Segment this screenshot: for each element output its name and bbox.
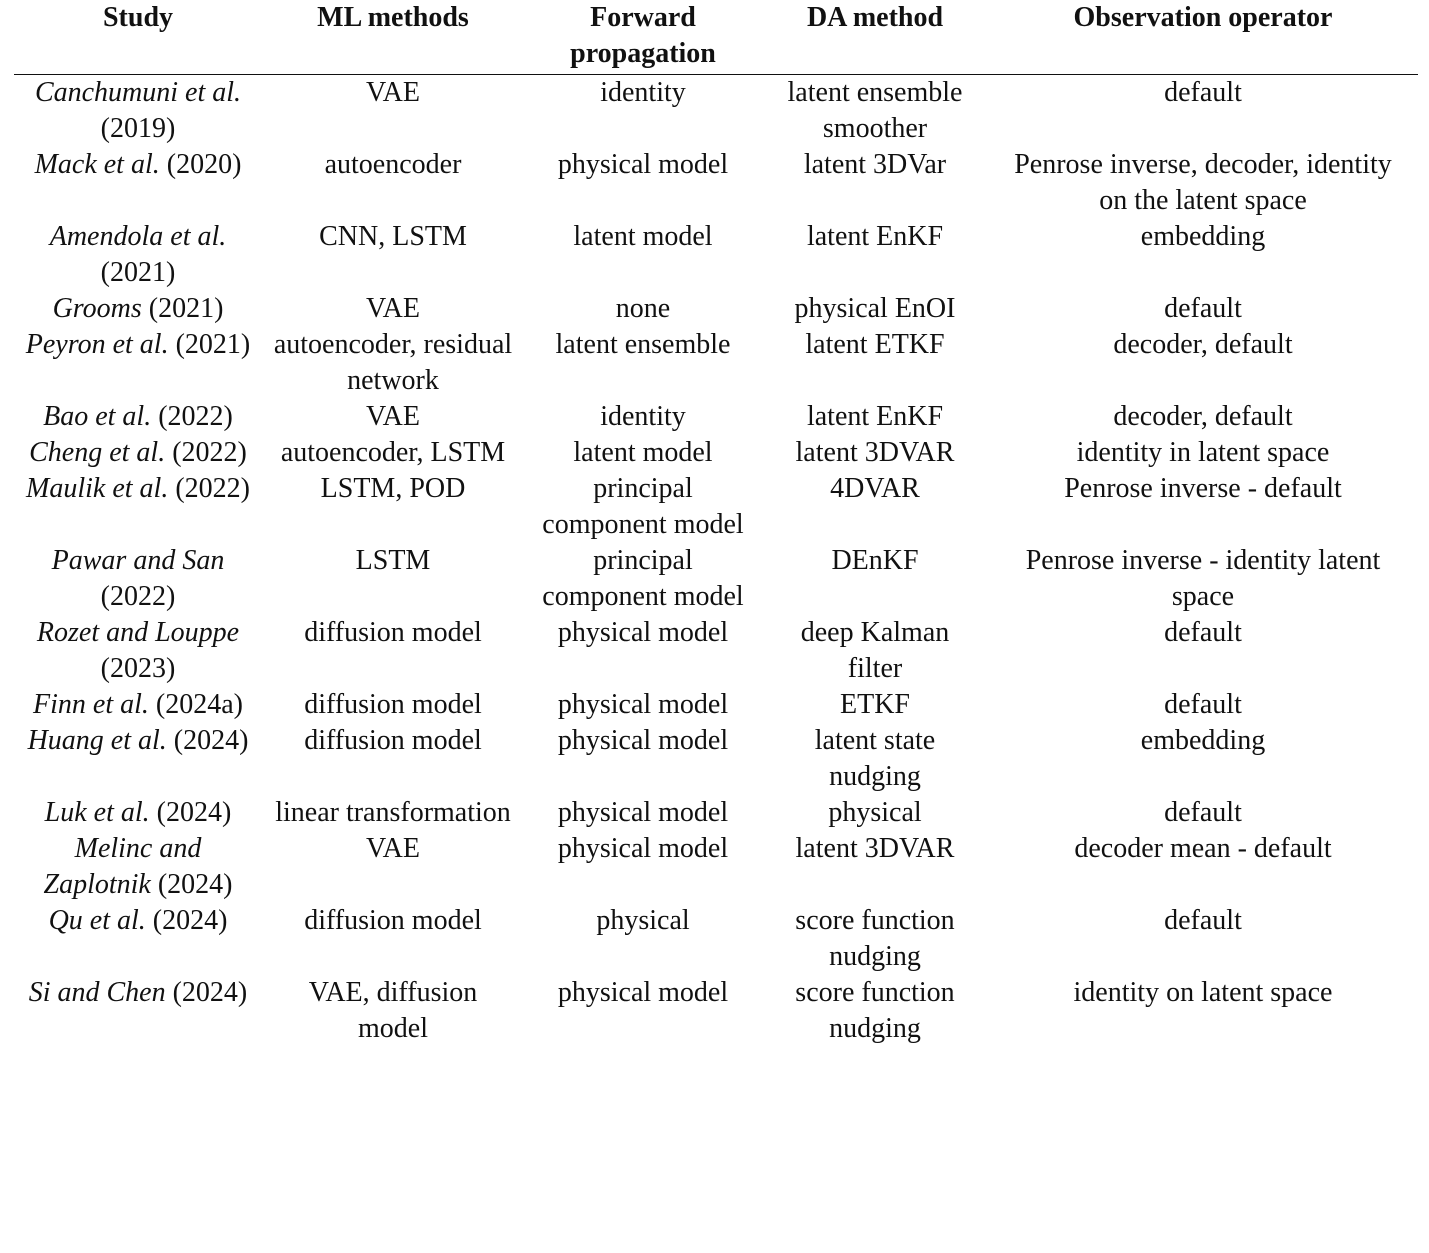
study-cell: [14, 435, 262, 471]
study-authors: Si and Chen: [28, 977, 166, 1008]
study-year: (2024a): [155, 689, 243, 720]
da-method-cell: latent 3DVAR: [795, 437, 955, 468]
observation-operator-cell: default: [1164, 77, 1242, 108]
forward-propagation-cell: identity: [600, 77, 686, 108]
table-row: [14, 75, 1418, 148]
table-row: [14, 831, 1418, 903]
da-method-cell: DEnKF: [831, 545, 919, 576]
table-row: [14, 723, 1418, 795]
ml-methods-cell: VAE: [366, 401, 420, 432]
study-authors: Grooms: [52, 293, 142, 324]
study-year: (2021): [175, 329, 251, 360]
study-authors: Melinc and Zaplotnik: [43, 833, 202, 900]
observation-operator-cell: Penrose inverse - identity latent space: [1025, 545, 1381, 612]
ml-methods-cell: VAE: [366, 293, 420, 324]
study-year: (2021): [100, 257, 176, 288]
study-cell: [14, 615, 262, 687]
ml-methods-cell: autoencoder, LSTM: [280, 437, 506, 468]
da-method-cell: physical EnOI: [794, 293, 956, 324]
ml-methods-cell: autoencoder: [324, 149, 462, 180]
study-year: (2024): [156, 797, 232, 828]
study-cell: [14, 75, 262, 148]
study-year: (2024): [152, 905, 228, 936]
study-year: (2022): [172, 437, 247, 468]
forward-propagation-cell: principal component model: [542, 473, 744, 540]
study-authors: Huang et al.: [27, 725, 167, 756]
ml-methods-cell: diffusion model: [304, 689, 482, 720]
table-row: [14, 327, 1418, 399]
table-row: [14, 435, 1418, 471]
study-year: (2020): [166, 149, 242, 180]
observation-operator-cell: decoder mean - default: [1074, 833, 1332, 864]
table-row: [14, 291, 1418, 327]
da-method-cell: ETKF: [840, 689, 910, 720]
study-cell: [14, 399, 262, 435]
ml-methods-cell: autoencoder, residual network: [273, 329, 513, 396]
da-method-cell: score function nudging: [795, 977, 955, 1044]
ml-methods-cell: linear transformation: [275, 797, 511, 828]
ml-methods-cell: VAE: [366, 77, 420, 108]
observation-operator-cell: Penrose inverse, decoder, identity on the latent space: [1014, 149, 1392, 216]
ml-methods-cell: diffusion model: [304, 725, 482, 756]
da-method-cell: latent 3DVAR: [795, 833, 955, 864]
forward-propagation-cell: physical model: [557, 617, 729, 648]
table-row: [14, 903, 1418, 975]
study-authors: Cheng et al.: [29, 437, 166, 468]
literature-table: [14, 0, 1418, 1047]
ml-methods-cell: VAE, diffusion model: [308, 977, 478, 1044]
forward-propagation-cell: latent ensemble: [555, 329, 731, 360]
observation-operator-cell: decoder, default: [1113, 401, 1293, 432]
study-authors: Rozet and Louppe: [36, 617, 240, 648]
table-row: [14, 219, 1418, 291]
ml-methods-cell: LSTM, POD: [320, 473, 466, 504]
observation-operator-cell: identity on latent space: [1073, 977, 1333, 1008]
forward-propagation-cell: latent model: [573, 221, 713, 252]
study-year: (2019): [100, 113, 176, 144]
forward-propagation-cell: latent model: [573, 437, 713, 468]
study-cell: [14, 831, 262, 903]
header-study: Study: [102, 2, 174, 33]
study-cell: [14, 543, 262, 615]
header-forward-propagation: Forward propagation: [570, 2, 716, 69]
study-authors: Peyron et al.: [25, 329, 169, 360]
table-row: [14, 543, 1418, 615]
table-row: [14, 399, 1418, 435]
forward-propagation-cell: physical model: [557, 689, 729, 720]
da-method-cell: latent EnKF: [806, 221, 944, 252]
ml-methods-cell: diffusion model: [304, 905, 482, 936]
study-year: (2022): [100, 581, 176, 612]
forward-propagation-cell: physical model: [557, 725, 729, 756]
da-method-cell: deep Kalman filter: [800, 617, 950, 684]
study-authors: Maulik et al.: [26, 473, 169, 504]
observation-operator-cell: decoder, default: [1113, 329, 1293, 360]
observation-operator-cell: default: [1164, 905, 1242, 936]
study-year: (2021): [148, 293, 224, 324]
observation-operator-cell: default: [1164, 293, 1242, 324]
table-row: [14, 795, 1418, 831]
study-cell: [14, 147, 262, 219]
study-year: (2022): [175, 473, 250, 504]
forward-propagation-cell: physical: [596, 905, 690, 936]
table-row: [14, 471, 1418, 543]
forward-propagation-cell: identity: [600, 401, 686, 432]
da-method-cell: latent state nudging: [814, 725, 936, 792]
ml-methods-cell: LSTM: [355, 545, 431, 576]
table-body: [14, 75, 1418, 1048]
da-method-cell: latent ensemble smoother: [787, 77, 963, 144]
table-row: [14, 687, 1418, 723]
observation-operator-cell: Penrose inverse - default: [1064, 473, 1342, 504]
da-method-cell: physical: [828, 797, 922, 828]
study-cell: [14, 975, 262, 1047]
study-cell: [14, 687, 262, 723]
observation-operator-cell: default: [1164, 689, 1242, 720]
forward-propagation-cell: physical model: [557, 797, 729, 828]
study-cell: [14, 219, 262, 291]
forward-propagation-cell: none: [615, 293, 671, 324]
study-year: (2024): [173, 725, 249, 756]
forward-propagation-cell: physical model: [557, 833, 729, 864]
forward-propagation-cell: principal component model: [542, 545, 744, 612]
observation-operator-cell: embedding: [1140, 725, 1266, 756]
study-year: (2024): [172, 977, 248, 1008]
study-year: (2024): [157, 869, 233, 900]
ml-methods-cell: CNN, LSTM: [319, 221, 467, 252]
forward-propagation-cell: physical model: [557, 977, 729, 1008]
study-authors: Finn et al.: [33, 689, 149, 720]
ml-methods-cell: diffusion model: [304, 617, 482, 648]
study-authors: Bao et al.: [43, 401, 152, 432]
header-da-method: DA method: [806, 2, 944, 33]
observation-operator-cell: identity in latent space: [1076, 437, 1330, 468]
study-authors: Luk et al.: [44, 797, 150, 828]
study-cell: [14, 795, 262, 831]
table-row: [14, 615, 1418, 687]
observation-operator-cell: default: [1164, 797, 1242, 828]
table-row: [14, 147, 1418, 219]
study-authors: Amendola et al.: [49, 221, 227, 252]
study-cell: [14, 903, 262, 975]
header-row: [14, 0, 1418, 75]
da-method-cell: score function nudging: [795, 905, 955, 972]
observation-operator-cell: embedding: [1140, 221, 1266, 252]
ml-methods-cell: VAE: [366, 833, 420, 864]
study-year: (2022): [158, 401, 233, 432]
da-method-cell: 4DVAR: [830, 473, 920, 504]
da-method-cell: latent 3DVar: [803, 149, 947, 180]
study-cell: [14, 723, 262, 795]
forward-propagation-cell: physical model: [557, 149, 729, 180]
observation-operator-cell: default: [1164, 617, 1242, 648]
table-header: [14, 0, 1418, 75]
study-authors: Mack et al.: [34, 149, 160, 180]
study-year: (2023): [100, 653, 176, 684]
study-authors: Canchumuni et al.: [34, 77, 242, 108]
header-observation-operator: Observation operator: [1073, 2, 1333, 33]
header-ml-methods: ML methods: [317, 2, 469, 33]
da-method-cell: latent ETKF: [805, 329, 945, 360]
study-cell: [14, 291, 262, 327]
study-cell: [14, 327, 262, 399]
da-method-cell: latent EnKF: [806, 401, 944, 432]
study-cell: [14, 471, 262, 543]
study-authors: Pawar and San: [51, 545, 225, 576]
study-authors: Qu et al.: [48, 905, 146, 936]
table-row: [14, 975, 1418, 1047]
